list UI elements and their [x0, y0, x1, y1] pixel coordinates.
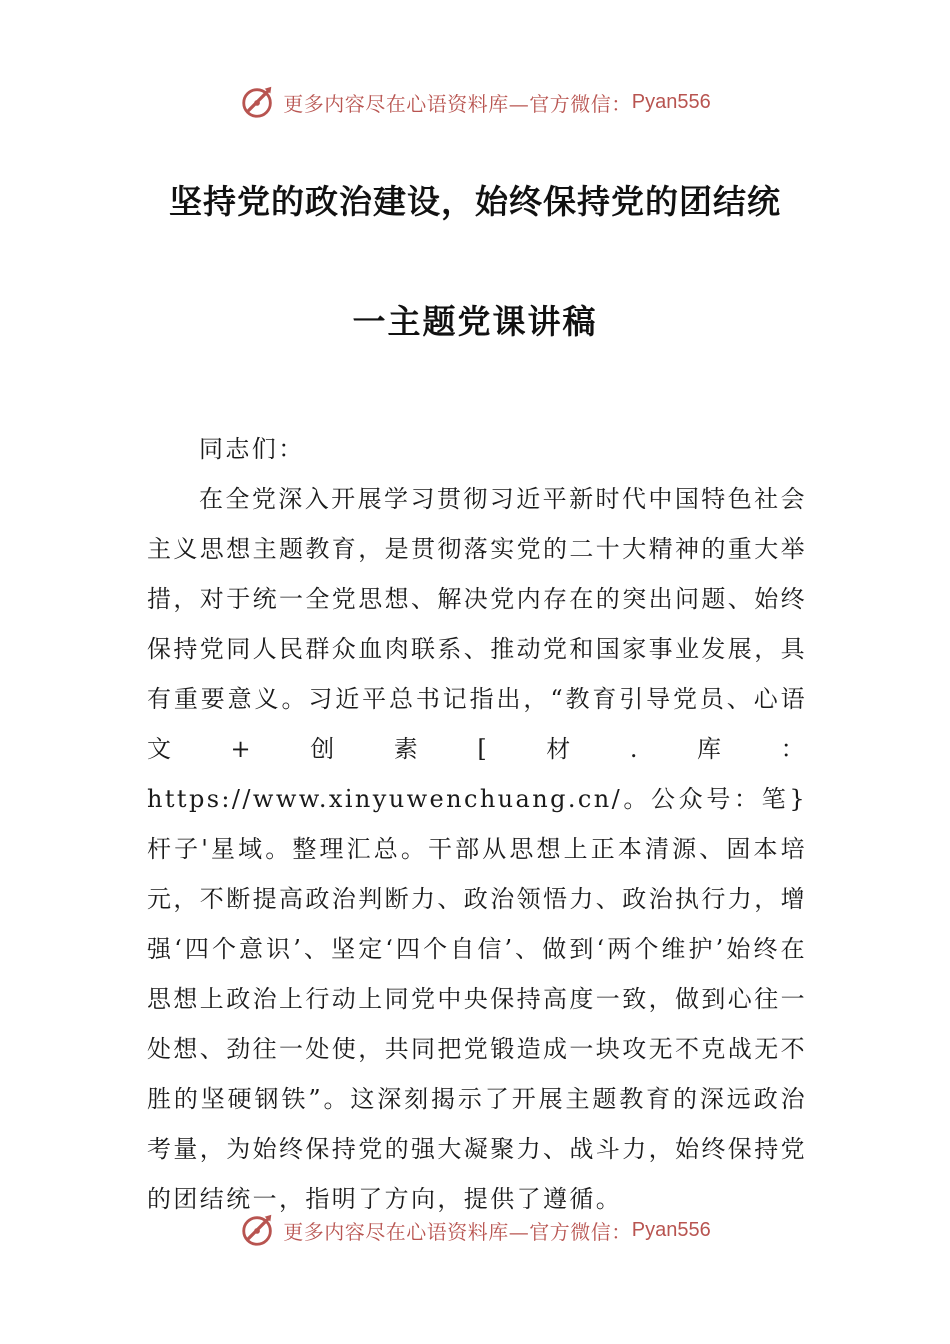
pen-circle-logo-icon — [239, 83, 277, 121]
banner-wechat-id: Pyan556 — [631, 1218, 711, 1241]
pen-circle-logo-icon — [239, 1211, 277, 1249]
banner-text: 更多内容尽在心语资料库—官方微信： — [283, 91, 632, 116]
footer-banner — [0, 1210, 950, 1250]
body-text — [147, 424, 807, 1224]
banner-text: 更多内容尽在心语资料库—官方微信： — [283, 1219, 632, 1244]
title-line-1: 坚持党的政治建设，始终保持党的团结统 — [169, 182, 781, 221]
title-line-2: 一主题党课讲稿 — [352, 302, 598, 341]
salutation: 同志们： — [199, 435, 305, 463]
header-banner — [0, 82, 950, 122]
paragraph-1: 在全党深入开展学习贯彻习近平新时代中国特色社会主义思想主题教育，是贯彻落实党的二十大精神的重大举措，对于统一全党思想、解决党内存在的突出问题、始终保持党同人民群众血肉联系、推动党和国家事业发展，具有重要意义。习近平总书记指出，“教育引导党员、心语文+创素[材.库：https://www.xinyuwenchuang.cn/。公众号：笔}杆子'星域。整理汇总。干部从思想上正本清源、固本培元，不断提高政治判断力、政治领悟力、政治执行力，增强‘四个意识’、坚定‘四个自信’、做到‘两个维护’始终在思想上政治上行动上同党中央保持高度一致，做到心往一处想、劲往一处使，共同把党锻造成一块攻无不克战无不胜的坚硬钢铁”。这深刻揭示了开展主题教育的深远政治考量，为始终保持党的强大凝聚力、战斗力，始终保持党的团结统一，指明了方向，提供了遵循。 — [147, 485, 807, 1213]
banner-wechat-id: Pyan556 — [631, 90, 711, 113]
